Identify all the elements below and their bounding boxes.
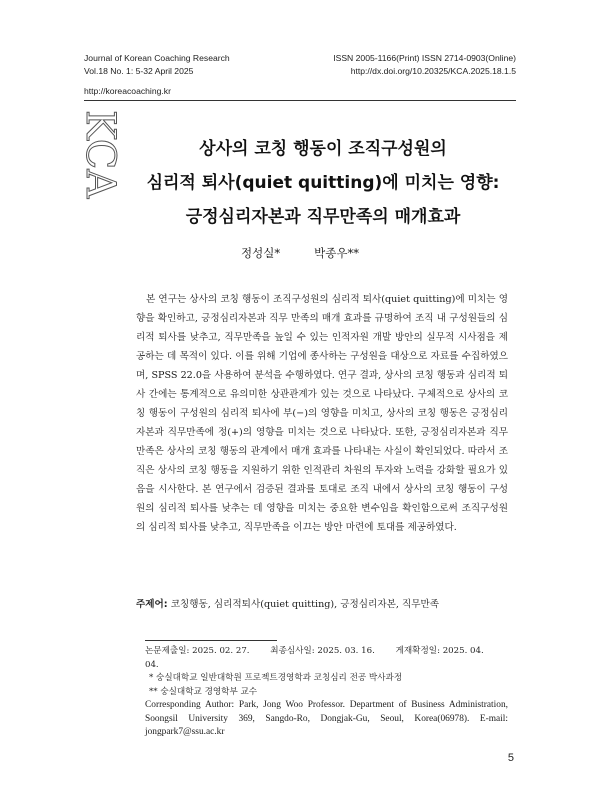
title-line-1: 상사의 코칭 행동이 조직구성원의 (199, 139, 447, 159)
author-2-affiliation: ** 숭실대학교 경영학부 교수 (149, 686, 258, 697)
accepted-date: 게재확정일: 2025. 04. 04. (145, 646, 484, 670)
footnotes (145, 645, 508, 740)
keywords-text: 코칭행동, 심리적퇴사(quiet quitting), 긍정심리자본, 직무만족 (170, 599, 440, 610)
journal-header-left (84, 52, 230, 77)
doi-link[interactable]: http://dx.doi.org/10.20325/KCA.2025.18.1.5 (350, 65, 516, 76)
journal-url[interactable]: http://koreacoaching.kr (84, 86, 171, 96)
journal-name: Journal of Korean Coaching Research (84, 53, 230, 63)
page-number: 5 (507, 752, 514, 764)
author-list (150, 245, 450, 261)
paper-title (130, 132, 516, 234)
title-line-3: 긍정심리자본과 직무만족의 매개효과 (185, 207, 461, 227)
title-line-2: 심리적 퇴사(quiet quitting)에 미치는 영향: (146, 173, 500, 193)
footnote-divider (145, 640, 277, 641)
abstract-text: 본 연구는 상사의 코칭 행동이 조직구성원의 심리적 퇴사(quiet quitting)에 미치는 영향을 확인하고, 긍정심리자본과 직무 만족의 매개 효과를 규명하여 조직 내 구성원들의 심리적 퇴사를 낮추고, 직무만족을 높일 수 있는 인적자원 개발 방안의 실무적 시사점을 제공하는 데 목적이 있다. 이를 위해 기업에 종사하는 구성원을 대상으로 자료를 수집하였으며, SPSS 22.0을 사용하여 분석을 수행하였다. 연구 결과, 상사의 코칭 행동과 심리적 퇴사 간에는 통계적으로 유의미한 상관관계가 있는 것으로 나타났다. 구체적으로 상사의 코칭 행동이 구성원의 심리적 퇴사에 부(−)의 영향을 미치고, 상사의 코칭 행동은 긍정심리자본과 직무만족에 정(+)의 영향을 미치는 것으로 나타났다. 또한, 긍정심리자본과 직무만족은 상사의 코칭 행동의 관계에서 매개 효과를 나타내는 사실이 확인되었다. 따라서 조직은 상사의 코칭 행동을 지원하기 위한 인적관리 차원의 투자와 노력을 강화할 필요가 있음을 시사한다. 본 연구에서 검증된 결과를 토대로 조직 내에서 상사의 코칭 행동이 구성원의 심리적 퇴사를 낮추는 데 영향을 미치는 중요한 변수임을 확인함으로써 조직구성원의 심리적 퇴사를 낮추고, 직무만족을 이끄는 방안 마련에 토대를 제공하였다. (136, 294, 508, 533)
paper-dates (145, 645, 508, 672)
submitted-date: 논문제출일: 2025. 02. 27. (145, 646, 250, 656)
author-1-affiliation: * 숭실대학교 일반대학원 프로젝트경영학과 코칭심리 전공 박사과정 (149, 673, 403, 683)
reviewed-date: 최종심사일: 2025. 03. 16. (270, 646, 375, 656)
keywords-label: 주제어: (136, 599, 168, 610)
header-divider (84, 100, 516, 101)
author-2: 박종우** (314, 246, 359, 260)
issn-info: ISSN 2005-1166(Print) ISSN 2714-0903(Online) (333, 53, 516, 63)
keywords (136, 598, 508, 612)
corresponding-author: Corresponding Author: Park, Jong Woo Professor. Department of Business Administration, Soongsil University 369, Sangdo-Ro, Dongjak-Gu, Seoul, Korea(06978). E-mail: jongpark7@ssu.ac.kr (145, 700, 508, 737)
journal-header-right (333, 52, 516, 77)
author-1: 정성실* (241, 246, 281, 260)
volume-info: Vol.18 No. 1: 5-32 April 2025 (84, 65, 194, 76)
kca-logo: KCA (77, 110, 123, 199)
